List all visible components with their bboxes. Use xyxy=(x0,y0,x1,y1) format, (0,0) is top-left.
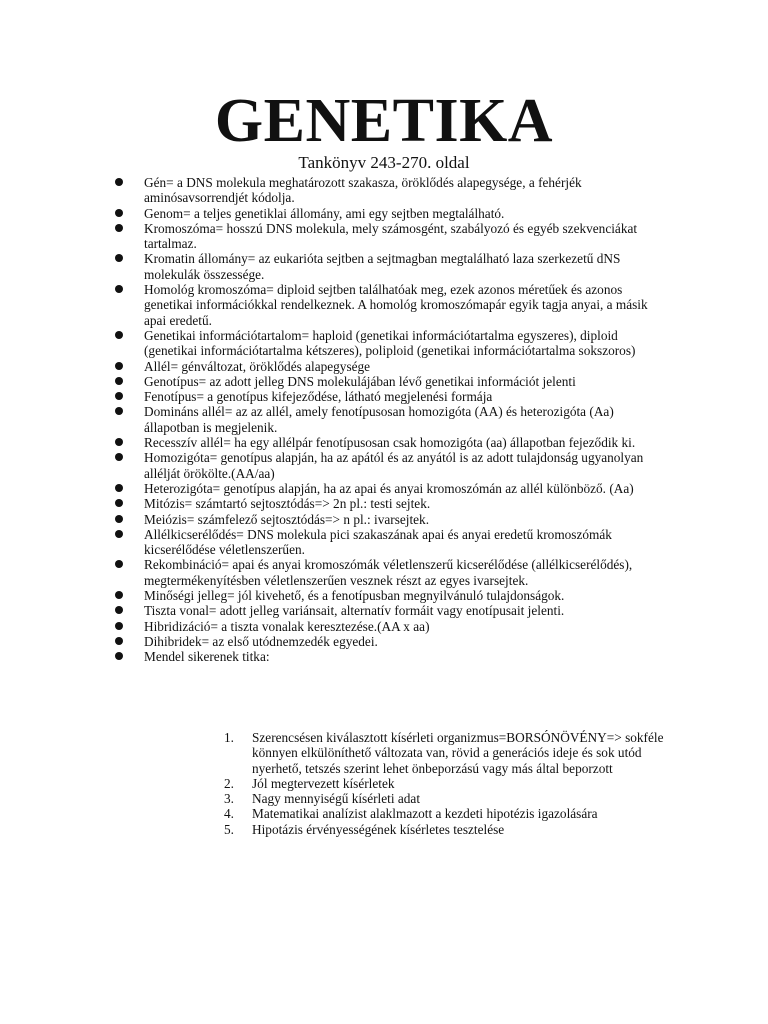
numbered-item xyxy=(224,776,664,791)
bullet-icon xyxy=(115,209,123,217)
list-item xyxy=(112,221,657,252)
list-item xyxy=(112,557,657,588)
list-item xyxy=(112,634,657,649)
bullet-icon xyxy=(115,377,123,385)
numbered-item xyxy=(224,791,664,806)
bullet-icon xyxy=(115,453,123,461)
item-number: 1. xyxy=(224,730,234,745)
bullet-icon xyxy=(115,530,123,538)
list-item-text: Genotípus= az adott jelleg DNS molekulájában lévő genetikai információt jelenti xyxy=(144,373,576,389)
list-item xyxy=(112,251,657,282)
item-number: 4. xyxy=(224,806,234,822)
bullet-icon xyxy=(115,178,123,186)
bullet-icon xyxy=(115,407,123,415)
list-item xyxy=(112,359,657,374)
numbered-item xyxy=(224,730,664,776)
list-item xyxy=(112,450,657,481)
list-item xyxy=(112,404,657,435)
bullet-icon xyxy=(115,606,123,614)
list-item-text: Fenotípus= a genotípus kifejeződése, látható megjelenési formája xyxy=(144,389,493,405)
list-item xyxy=(112,603,657,618)
bullet-icon xyxy=(115,362,123,370)
bullet-icon xyxy=(115,652,123,660)
list-item xyxy=(112,588,657,603)
bullet-icon xyxy=(115,637,123,645)
page-title: GENETIKA xyxy=(214,87,554,155)
numbered-list xyxy=(224,730,664,837)
bullet-icon xyxy=(115,285,123,293)
bullet-icon xyxy=(115,254,123,262)
list-item xyxy=(112,527,657,558)
list-item xyxy=(112,435,657,450)
list-item xyxy=(112,649,657,664)
list-item-text: Heterozigóta= genotípus alapján, ha az apai és anyai kromoszómán az allél különböző. (Aa) xyxy=(144,480,634,496)
numbered-item-text: Nagy mennyiségű kísérleti adat xyxy=(252,791,421,807)
definition-list xyxy=(112,175,657,665)
bullet-icon xyxy=(115,499,123,507)
list-item-text: Kromoszóma= hosszú DNS molekula, mely számosgént, szabályozó és egyéb szekvenciákat tartalmaz. xyxy=(144,220,638,252)
list-item-text: Minőségi jelleg= jól kivehető, és a fenotípusban megnyilvánuló tulajdonságok. xyxy=(144,588,565,604)
bullet-icon xyxy=(115,484,123,492)
list-item-text: Domináns allél= az az allél, amely fenotípusosan homozigóta (AA) és heterozigóta (Aa) állapotban is megjelenik. xyxy=(144,404,614,435)
item-number: 3. xyxy=(224,791,234,807)
page-subtitle: Tankönyv 243-270. oldal xyxy=(298,153,470,172)
list-item xyxy=(112,496,657,511)
list-item-text: Mendel sikerenek titka: xyxy=(144,649,270,665)
list-item xyxy=(112,619,657,634)
list-item-text: Rekombináció= apai és anyai kromoszómák véletlenszerű kicserélődése (allélkicserélődés), megtermékenyítésben véletlenszerűen vesznek részt az egyes ivarsejtek. xyxy=(144,557,633,588)
list-item xyxy=(112,389,657,404)
list-item-text: Recesszív allél= ha egy allélpár fenotípusosan csak homozigóta (aa) állapotban fejeződik ki. xyxy=(144,435,636,451)
bullet-icon xyxy=(115,591,123,599)
numbered-item-text: Szerencsésen kiválasztott kísérleti organizmus=BORSÓNÖVÉNY=> sokféle könnyen elkülöníthető változata van, rövid a generációs ideje és sok utód nyerhető, tetszés szerint lehet önbeporzású vagy más által beporzott xyxy=(252,730,664,776)
list-item xyxy=(112,328,657,359)
list-item-text: Tiszta vonal= adott jelleg variánsait, alternatív formáit vagy enotípusait jelenti. xyxy=(144,603,565,619)
bullet-icon xyxy=(115,438,123,446)
bullet-icon xyxy=(115,622,123,630)
list-item xyxy=(112,512,657,527)
numbered-item xyxy=(224,806,664,821)
numbered-item-text: Matematikai analízist alaklmazott a kezdeti hipotézis igazolására xyxy=(252,806,598,822)
list-item-text: Meiózis= számfelező sejtosztódás=> n pl.: ivarsejtek. xyxy=(144,511,430,527)
item-number: 5. xyxy=(224,821,234,837)
list-item-text: Mitózis= számtartó sejtosztódás=> 2n pl.: testi sejtek. xyxy=(144,496,431,512)
numbered-item-text: Hipotázis érvényességének kísérletes tesztelése xyxy=(252,821,505,837)
numbered-item xyxy=(224,822,664,837)
bullet-icon xyxy=(115,331,123,339)
list-item-text: Kromatin állomány= az eukarióta sejtben a sejtmagban megtalálható laza szerkezetű dNS molekulák összessége. xyxy=(144,251,621,282)
list-item xyxy=(112,282,657,328)
bullet-icon xyxy=(115,560,123,568)
bullet-icon xyxy=(115,392,123,400)
list-item xyxy=(112,481,657,496)
list-item-text: Genom= a teljes genetiklai állomány, ami egy sejtben megtalálható. xyxy=(144,205,505,221)
list-item-text: Gén= a DNS molekula meghatározott szakasza, öröklődés alapegysége, a fehérjék aminósavsorrendjét kódolja. xyxy=(144,175,582,206)
list-item xyxy=(112,374,657,389)
numbered-item-text: Jól megtervezett kísérletek xyxy=(252,775,395,791)
bullet-icon xyxy=(115,515,123,523)
list-item-text: Homológ kromoszóma= diploid sejtben találhatóak meg, ezek azonos méretűek és azonos genetikai információkkal rendelkeznek. A homológ kromoszómapár egyik tagja anyai, a másik apai eredetű. xyxy=(144,282,648,328)
list-item-text: Genetikai információtartalom= haploid (genetikai információtartalma egyszeres), diploid (genetikai információtartalma kétszeres), poliploid (genetikai információtartalma sokszoros) xyxy=(144,327,636,359)
list-item-text: Dihibridek= az első utódnemzedék egyedei. xyxy=(144,633,378,649)
item-number: 2. xyxy=(224,775,234,791)
bullet-icon xyxy=(115,224,123,232)
list-item xyxy=(112,175,657,206)
list-item-text: Homozigóta= genotípus alapján, ha az apától és az anyától is az adott tulajdonság ugyanolyan allélját örökölte.(AA/aa) xyxy=(144,450,644,481)
list-item-text: Allél= génváltozat, öröklődés alapegysége xyxy=(144,358,371,374)
list-item-text: Hibridizáció= a tiszta vonalak keresztezése.(AA x aa) xyxy=(144,618,430,634)
list-item xyxy=(112,206,657,221)
list-item-text: Allélkicserélődés= DNS molekula pici szakaszának apai és anyai eredetű kromoszómák kicserélődése véletlenszerűen. xyxy=(144,526,612,558)
